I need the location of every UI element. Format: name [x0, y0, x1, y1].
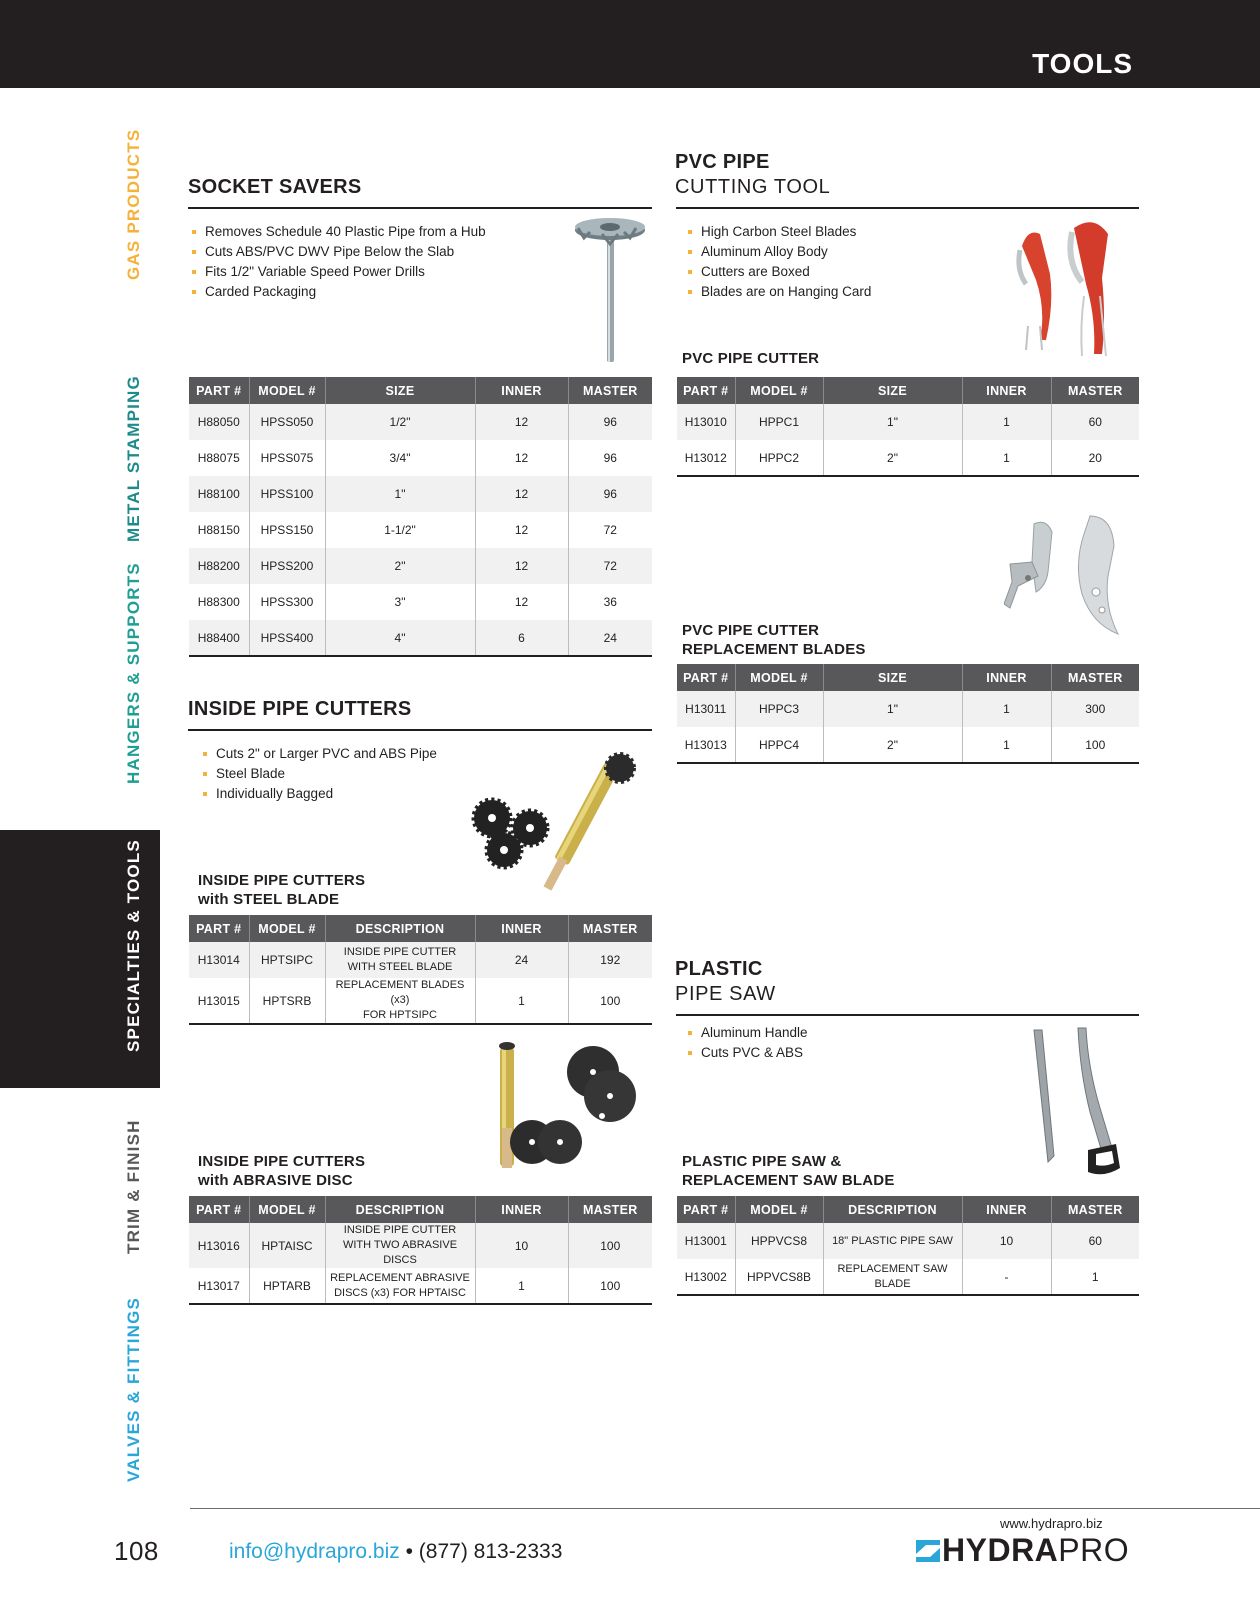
cell-model: HPPC3 — [735, 691, 823, 727]
cell-inner: 10 — [475, 1223, 568, 1268]
feature-item: Cuts PVC & ABS — [686, 1043, 808, 1063]
subtitle-line: INSIDE PIPE CUTTERS — [198, 872, 366, 889]
col-header: PART # — [677, 377, 735, 404]
title-line: PLASTIC — [675, 958, 763, 980]
col-header: MODEL # — [249, 377, 325, 404]
cell-description — [325, 1223, 475, 1268]
cell-description: REPLACEMENT SAW BLADE — [823, 1259, 962, 1295]
table-row — [189, 620, 652, 656]
col-header: INNER — [962, 664, 1051, 691]
cell-model: HPTSRB — [249, 978, 325, 1024]
cell-part: H88400 — [189, 620, 249, 656]
section-rule — [676, 207, 1139, 209]
cell-inner: 1 — [475, 978, 568, 1024]
cell-model: HPPC2 — [735, 440, 823, 476]
col-header: INNER — [475, 915, 568, 942]
cell-master: 1 — [1051, 1259, 1139, 1295]
pvc-cutting-tool-features — [686, 222, 871, 302]
socket-saver-image — [572, 216, 648, 366]
cell-size: 2" — [823, 440, 962, 476]
desc-line: REPLACEMENT BLADES (x3) — [335, 979, 465, 1006]
cell-part: H13010 — [677, 404, 735, 440]
cell-part: H13001 — [677, 1223, 735, 1259]
cell-model: HPSS400 — [249, 620, 325, 656]
col-header: SIZE — [823, 664, 962, 691]
cell-model: HPSS050 — [249, 404, 325, 440]
desc-line: INSIDE PIPE CUTTER — [343, 1224, 457, 1236]
cell-model: HPPVCS8 — [735, 1223, 823, 1259]
table-row — [189, 942, 652, 978]
cell-master: 100 — [568, 1223, 652, 1268]
cell-master: 100 — [1051, 727, 1139, 763]
page-title: TOOLS — [1032, 48, 1133, 79]
inside-pipe-cutters-features — [201, 744, 437, 804]
col-header: MODEL # — [735, 377, 823, 404]
table-row — [189, 404, 652, 440]
footer-rule — [190, 1508, 1260, 1509]
side-tab-label: HANGERS & SUPPORTS — [124, 562, 143, 784]
cell-model: HPSS150 — [249, 512, 325, 548]
table-row — [189, 476, 652, 512]
cell-master: 100 — [568, 978, 652, 1024]
col-header: MASTER — [568, 915, 652, 942]
cell-model: HPTSIPC — [249, 942, 325, 978]
replacement-blades-table — [677, 664, 1139, 764]
col-header: DESCRIPTION — [823, 1196, 962, 1223]
cell-inner: 12 — [475, 440, 568, 476]
section-rule — [676, 1014, 1139, 1016]
col-header: MASTER — [568, 377, 652, 404]
cell-part: H88150 — [189, 512, 249, 548]
pvc-pipe-cutter-image — [1014, 216, 1126, 366]
cell-inner: - — [962, 1259, 1051, 1295]
side-tab-trim-finish[interactable] — [0, 1110, 160, 1274]
desc-line: INSIDE PIPE CUTTER — [343, 946, 457, 958]
table-row — [189, 584, 652, 620]
cell-master: 96 — [568, 404, 652, 440]
cell-master: 72 — [603, 523, 617, 537]
cell-model: HPSS075 — [249, 440, 325, 476]
cell-description — [325, 978, 475, 1024]
cell-part: H13016 — [189, 1223, 249, 1268]
col-header: MODEL # — [249, 1196, 325, 1223]
section-rule — [188, 207, 652, 209]
desc-line: WITH STEEL BLADE — [347, 961, 453, 973]
side-tab-specialties-tools[interactable] — [0, 830, 160, 1088]
cell-inner: 6 — [475, 620, 568, 656]
subtitle-line: PVC PIPE CUTTER — [682, 622, 820, 639]
cell-master: 60 — [1051, 1223, 1139, 1259]
table-row — [677, 440, 1139, 476]
website-link[interactable]: www.hydrapro.biz — [1000, 1516, 1103, 1531]
feature-item: Fits 1/2" Variable Speed Power Drills — [190, 262, 486, 282]
cell-inner: 12 — [475, 548, 568, 584]
cell-description — [325, 1268, 475, 1304]
col-header: SIZE — [823, 377, 962, 404]
cell-master: 20 — [1051, 440, 1139, 476]
cell-inner: 1 — [962, 691, 1051, 727]
col-header: PART # — [677, 1196, 735, 1223]
cell-part: H13015 — [189, 978, 249, 1024]
inside-pipe-cutter-abrasive-image — [490, 1040, 650, 1180]
cell-inner: 1 — [962, 727, 1051, 763]
subtitle-line: PLASTIC PIPE SAW & — [682, 1153, 842, 1170]
feature-item: Aluminum Handle — [686, 1023, 808, 1043]
col-header: PART # — [189, 915, 249, 942]
col-header: PART # — [677, 664, 735, 691]
cell-part: H13017 — [189, 1268, 249, 1304]
cell-size: 3" — [325, 584, 475, 620]
socket-savers-table — [189, 377, 652, 657]
socket-savers-features — [190, 222, 486, 302]
cell-master: 24 — [568, 620, 652, 656]
col-header: SIZE — [325, 377, 475, 404]
cell-inner: 1 — [962, 440, 1051, 476]
table-row — [189, 440, 652, 476]
feature-item: Removes Schedule 40 Plastic Pipe from a Hub — [190, 222, 486, 242]
cell-inner: 24 — [475, 942, 568, 978]
cell-master: 72 — [568, 548, 652, 584]
cell-model: HPTARB — [249, 1268, 325, 1304]
email-link[interactable]: info@hydrapro.biz — [229, 1540, 400, 1563]
cell-part: H88050 — [189, 404, 249, 440]
desc-line: REPLACEMENT ABRASIVE — [330, 1271, 470, 1284]
feature-item: Cuts 2" or Larger PVC and ABS Pipe — [201, 744, 437, 764]
col-header: MASTER — [1051, 377, 1139, 404]
col-header: MASTER — [568, 1196, 652, 1223]
cell-size: 3/4" — [325, 440, 475, 476]
side-tab-label: VALVES & FITTINGS — [124, 1296, 143, 1482]
plastic-pipe-saw-title — [675, 957, 776, 1007]
cell-part: H13012 — [677, 440, 735, 476]
cell-master: 100 — [568, 1268, 652, 1304]
side-tabs — [0, 90, 160, 1510]
separator: • — [405, 1540, 413, 1563]
side-tab-label: METAL STAMPING — [124, 375, 143, 542]
cell-size: 4" — [325, 620, 475, 656]
cell-part: H13002 — [677, 1259, 735, 1295]
steel-blade-table — [189, 915, 652, 1025]
table-row — [189, 978, 652, 1024]
header-bar — [0, 0, 1260, 88]
cell-size: 1-1/2" — [325, 512, 475, 548]
logo-mark-icon — [916, 1540, 940, 1562]
table-row — [677, 691, 1139, 727]
abrasive-disc-subtitle — [198, 1152, 365, 1190]
table-row — [189, 548, 652, 584]
subtitle-line: with STEEL BLADE — [198, 891, 340, 908]
desc-line: FOR HPTSIPC — [363, 1009, 437, 1021]
cell-size: 1" — [823, 404, 962, 440]
cell-description: 18" PLASTIC PIPE SAW — [823, 1223, 962, 1259]
table-row — [189, 512, 652, 548]
feature-item: Individually Bagged — [201, 784, 437, 804]
col-header: PART # — [189, 377, 249, 404]
subtitle-line: REPLACEMENT BLADES — [682, 641, 866, 658]
table-row — [677, 727, 1139, 763]
logo-text-bold: HYDRA — [942, 1532, 1059, 1568]
feature-item: High Carbon Steel Blades — [686, 222, 871, 242]
col-header: INNER — [962, 377, 1051, 404]
cell-part: H13014 — [189, 942, 249, 978]
title-line: PVC PIPE — [675, 151, 770, 173]
cell-part: H13013 — [677, 727, 735, 763]
phone-number: (877) 813-2333 — [418, 1540, 563, 1563]
col-header: INNER — [475, 1196, 568, 1223]
footer-contact — [229, 1540, 562, 1564]
logo-text-light: PRO — [1058, 1532, 1130, 1568]
col-header: INNER — [962, 1196, 1051, 1223]
cell-size: 2" — [325, 548, 475, 584]
col-header: INNER — [475, 377, 568, 404]
desc-line: DISCS (x3) FOR HPTAISC — [334, 1286, 466, 1299]
col-header: MASTER — [1051, 664, 1139, 691]
col-header: MODEL # — [735, 1196, 823, 1223]
side-tab-label: GAS PRODUCTS — [124, 128, 143, 280]
pvc-cutter-subtitle: PVC PIPE CUTTER — [682, 350, 820, 367]
cell-model: HPPC4 — [735, 727, 823, 763]
table-row — [677, 1223, 1139, 1259]
cell-part: H13011 — [677, 691, 735, 727]
side-tab-valves-fittings[interactable] — [0, 1286, 160, 1502]
inside-pipe-cutter-steel-image — [470, 752, 650, 898]
col-header: DESCRIPTION — [325, 915, 475, 942]
cell-description — [325, 942, 475, 978]
cell-inner: 10 — [962, 1223, 1051, 1259]
table-row — [677, 404, 1139, 440]
cell-size: 1" — [325, 476, 475, 512]
side-tab-metal-stamping[interactable] — [0, 318, 160, 562]
plastic-pipe-saw-table — [677, 1196, 1139, 1296]
side-tab-hangers-supports[interactable] — [0, 556, 160, 804]
pvc-cutting-tool-title — [675, 150, 830, 200]
cell-inner: 12 — [475, 404, 568, 440]
steel-blade-subtitle — [198, 871, 365, 909]
title-line: PIPE SAW — [675, 983, 776, 1005]
table-row — [677, 1259, 1139, 1295]
inside-pipe-cutters-title: INSIDE PIPE CUTTERS — [188, 698, 412, 720]
cell-master: 300 — [1051, 691, 1139, 727]
cell-inner: 12 — [475, 476, 568, 512]
pvc-cutter-table — [677, 377, 1139, 477]
feature-item: Aluminum Alloy Body — [686, 242, 871, 262]
cell-master: 36 — [603, 595, 617, 609]
plastic-pipe-saw-features — [686, 1023, 808, 1063]
title-line: CUTTING TOOL — [675, 176, 831, 198]
feature-item: Blades are on Hanging Card — [686, 282, 871, 302]
cell-inner: 1 — [475, 1268, 568, 1304]
col-header: MODEL # — [735, 664, 823, 691]
cell-inner: 12 — [475, 584, 568, 620]
cell-size: 1/2" — [325, 404, 475, 440]
cell-model: HPSS300 — [249, 584, 325, 620]
cell-part: H88300 — [189, 584, 249, 620]
hydrapro-logo — [916, 1532, 1129, 1569]
subtitle-line: INSIDE PIPE CUTTERS — [198, 1153, 366, 1170]
feature-item: Cuts ABS/PVC DWV Pipe Below the Slab — [190, 242, 486, 262]
subtitle-line: with ABRASIVE DISC — [198, 1172, 353, 1189]
plastic-pipe-saw-image — [1030, 1026, 1126, 1186]
col-header: DESCRIPTION — [325, 1196, 475, 1223]
feature-item: Steel Blade — [201, 764, 437, 784]
cell-master: 60 — [1051, 404, 1139, 440]
socket-savers-title: SOCKET SAVERS — [188, 176, 362, 198]
replacement-blades-image — [1004, 512, 1124, 644]
cell-part: H88075 — [189, 440, 249, 476]
side-tab-label: TRIM & FINISH — [124, 1119, 143, 1254]
cell-model: HPTAISC — [249, 1223, 325, 1268]
plastic-pipe-saw-subtitle — [682, 1152, 895, 1190]
cell-model: HPSS100 — [249, 476, 325, 512]
cell-inner: 12 — [475, 512, 568, 548]
col-header: MASTER — [1051, 1196, 1139, 1223]
col-header: PART # — [189, 1196, 249, 1223]
cell-inner: 1 — [962, 404, 1051, 440]
col-header: MODEL # — [249, 915, 325, 942]
cell-part: H88100 — [189, 476, 249, 512]
cell-model: HPPVCS8B — [735, 1259, 823, 1295]
feature-item: Carded Packaging — [190, 282, 486, 302]
subtitle-line: REPLACEMENT SAW BLADE — [682, 1172, 895, 1189]
cell-model: HPPC1 — [735, 404, 823, 440]
cell-master: 96 — [603, 451, 617, 465]
table-row — [189, 1268, 652, 1304]
cell-master: 96 — [568, 476, 652, 512]
section-rule — [188, 729, 652, 731]
cell-size: 2" — [823, 727, 962, 763]
cell-part: H88200 — [189, 548, 249, 584]
cell-model: HPSS200 — [249, 548, 325, 584]
replacement-blades-subtitle — [682, 621, 866, 659]
abrasive-disc-table — [189, 1196, 652, 1305]
page-number: 108 — [114, 1536, 159, 1566]
cell-size: 1" — [823, 691, 962, 727]
side-tab-gas-products[interactable] — [0, 110, 160, 300]
table-row — [189, 1223, 652, 1268]
desc-line: WITH TWO ABRASIVE DISCS — [342, 1239, 458, 1266]
side-tab-label: SPECIALTIES & TOOLS — [124, 839, 143, 1052]
cell-master: 192 — [568, 942, 652, 978]
feature-item: Cutters are Boxed — [686, 262, 871, 282]
